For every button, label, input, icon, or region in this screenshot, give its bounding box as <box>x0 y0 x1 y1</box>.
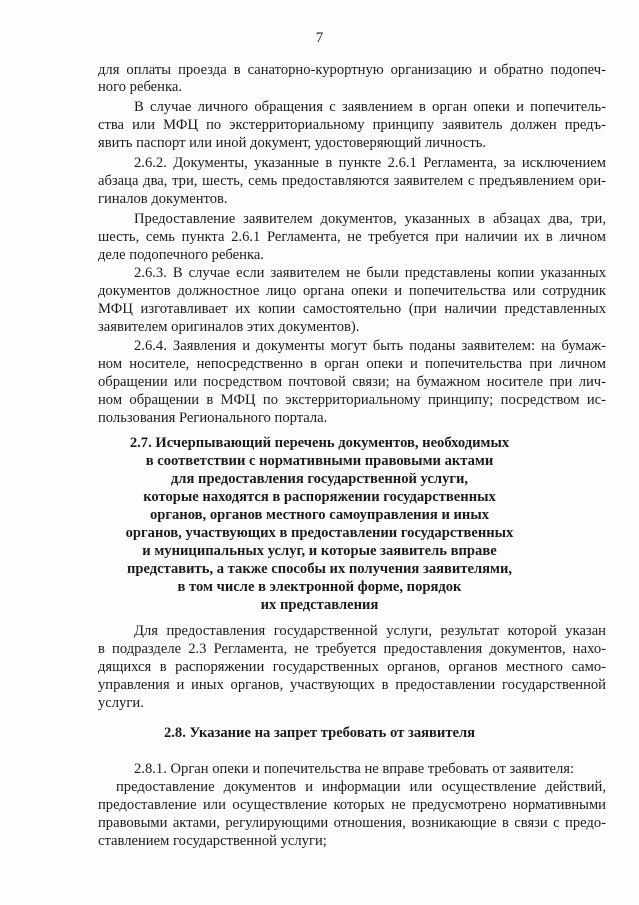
text-line: ном носителе, непосредственно в орган опеки и попечительства при личном <box>98 356 606 372</box>
text-line: для оплаты проезда в санаторно-курортную организацию и обратно подопеч- <box>98 62 606 78</box>
text-line: правовыми актами, регулирующими отношения, возникающие в связи с предо- <box>98 815 606 831</box>
heading-line: органов, участвующих в предоставлении государственных <box>125 525 514 541</box>
text-line: 2.6.4. Заявления и документы могут быть поданы заявителем: на бумаж- <box>134 338 606 354</box>
text-line: абзаца два, три, шесть, семь предоставляются заявителем с предъявлением ори- <box>98 173 606 189</box>
heading-line: которые находятся в распоряжении государственных <box>143 489 496 505</box>
text-line: в подразделе 2.3 Регламента, не требуется предоставления документов, нахо- <box>98 641 606 657</box>
text-line: услуги. <box>98 695 144 711</box>
text-line: шесть, семь пункта 2.6.1 Регламента, не требуется при наличии их в личном <box>98 229 606 245</box>
page-number: 7 <box>315 30 324 46</box>
text-line: ства или МФЦ по экстерриториальному принципу заявитель должен предъ- <box>98 117 606 133</box>
heading-line: в соответствии с нормативными правовыми актами <box>145 453 494 469</box>
text-line: ном обращении в МФЦ по экстерриториальному принципу; посредством ис- <box>98 392 606 408</box>
text-line: 2.6.2. Документы, указанные в пункте 2.6.1 Регламента, за исключением <box>134 155 606 171</box>
text-line: явить паспорт или иной документ, удостоверяющий личность. <box>98 135 487 151</box>
heading-line: для предоставления государственной услуги, <box>170 471 469 487</box>
text-line: ного ребенка. <box>98 79 182 95</box>
heading-line: органов, органов местного самоуправления и иных <box>149 507 490 523</box>
text-line: 2.6.3. В случае если заявителем не были представлены копии указанных <box>134 265 606 281</box>
heading-line: в том числе в электронной форме, порядок <box>177 579 462 595</box>
text-line: Для предоставления государственной услуги, результат которой указан <box>134 623 606 639</box>
text-line: заявителем оригиналов этих документов). <box>98 319 360 335</box>
text-line: документов должностное лицо органа опеки и попечительства или сотрудник <box>98 283 606 299</box>
text-line: обращении или посредством почтовой связи; на бумажном носителе при лич- <box>98 374 606 390</box>
text-line: ставлением государственной услуги; <box>98 833 327 849</box>
text-line: 2.8.1. Орган опеки и попечительства не вправе требовать от заявителя: <box>134 761 575 777</box>
section-heading-2-8: 2.8. Указание на запрет требовать от заявителя <box>163 725 476 741</box>
text-line: предоставление или осуществление которых не предусмотрено нормативными <box>98 797 606 813</box>
text-line: пользования Регионального портала. <box>98 410 328 426</box>
text-line: гиналов документов. <box>98 191 228 207</box>
text-line: управления и иных органов, участвующих в предоставлении государственной <box>98 677 606 693</box>
text-line: дящихся в распоряжении государственных органов, органов местного само- <box>98 659 606 675</box>
text-line: МФЦ изготавливает их копии самостоятельно (при наличии представленных <box>98 301 606 317</box>
heading-line: и муниципальных услуг, и которые заявитель вправе <box>142 543 497 559</box>
text-line: предоставление документов и информации или осуществление действий, <box>116 779 606 795</box>
heading-line: представить, а также способы их получения заявителями, <box>126 561 513 577</box>
text-line: деле подопечного ребенка. <box>98 247 264 263</box>
heading-line: 2.7. Исчерпывающий перечень документов, необходимых <box>129 435 510 451</box>
heading-line: их представления <box>260 597 379 613</box>
text-line: В случае личного обращения с заявлением в орган опеки и попечитель- <box>134 99 606 115</box>
text-line: Предоставление заявителем документов, указанных в абзацах два, три, <box>134 211 606 227</box>
